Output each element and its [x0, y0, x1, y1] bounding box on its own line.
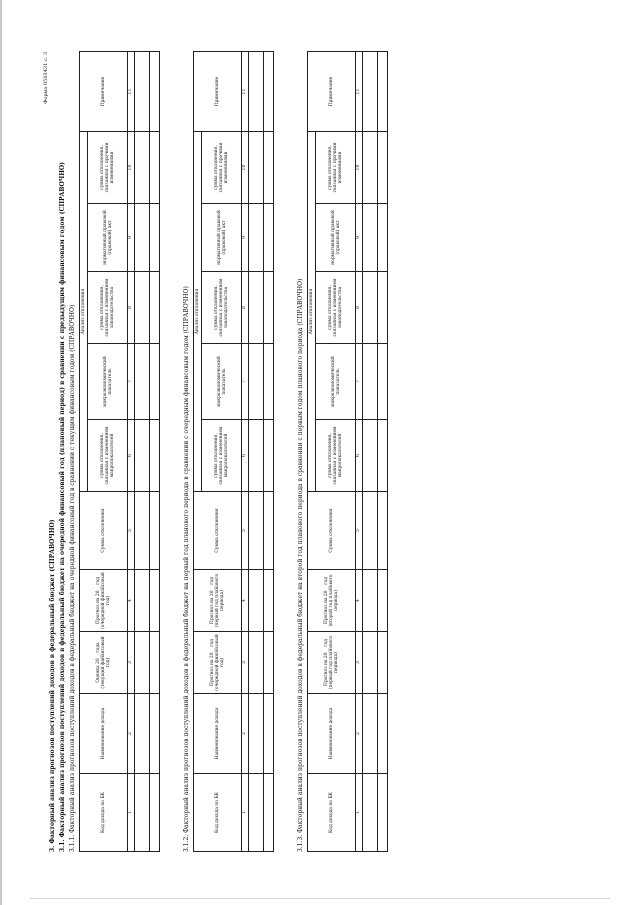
header-col7: макроэкономический показатель: [202, 344, 242, 420]
header-name: Наименование дохода: [80, 694, 128, 774]
header-col10: сумма отклонения, связанная с прочими изменениями: [202, 132, 242, 204]
header-deviation: Сумма отклонения: [194, 492, 242, 570]
header-analysis: Анализ отклонения: [308, 132, 316, 492]
header-col3: Оценка 20__ года (текущий финансовый год): [80, 632, 128, 694]
subsection-title: 3.1. Факторный анализ прогнозов поступлений доходов в федеральный бюджет на очередной финансовый год (плановый период) в сравнении с предыдущим финансовым годом (СПРАВОЧНО): [59, 162, 66, 852]
table-row: [249, 52, 264, 852]
col-number: 3: [242, 632, 249, 694]
col-number: 11: [242, 52, 249, 132]
col-number: 11: [356, 52, 363, 132]
header-col8: сумма отклонения, связанная с изменением законодательства: [88, 272, 128, 344]
header-col9: нормативный правовой (правовой) акт: [316, 204, 356, 272]
header-col6: сумма отклонения, связанная с изменением макропоказателей: [316, 420, 356, 492]
form-label: Форма 0503431 с. 3: [43, 52, 49, 104]
header-code: Код дохода по БК: [308, 774, 356, 852]
col-number: 7: [356, 344, 363, 420]
header-deviation: Сумма отклонения: [80, 492, 128, 570]
section-title: 3. Факторный анализ прогнозов поступлений доходов в федеральный бюджет (СПРАВОЧНО): [49, 519, 56, 852]
header-col10: сумма отклонения, связанная с прочими изменениями: [88, 132, 128, 204]
table-row: [363, 52, 378, 852]
scan-bottom-line: [30, 898, 610, 899]
header-name: Наименование дохода: [308, 694, 356, 774]
col-number: 7: [242, 344, 249, 420]
header-col6: сумма отклонения, связанная с изменением макропоказателей: [202, 420, 242, 492]
col-number: 10: [356, 132, 363, 204]
col-number: 9: [356, 204, 363, 272]
col-number: 8: [356, 272, 363, 344]
header-col4: Прогноз на 20__ год (очередной финансовый год): [80, 570, 128, 632]
col-number: 5: [242, 492, 249, 570]
header-col9: нормативный правовой (правовой) акт: [88, 204, 128, 272]
col-number: 6: [242, 420, 249, 492]
header-col8: сумма отклонения, связанная с изменением законодательства: [202, 272, 242, 344]
table-title-313: 3.1.3. Факторный анализ прогнозов поступлений доходов в федеральный бюджет на второй год планового периода в сравнении с первым годом планового периода (СПРАВОЧНО): [297, 278, 304, 852]
header-col7: макроэкономический показатель: [88, 344, 128, 420]
rotated-content: [43, 52, 420, 852]
col-number: 1: [356, 774, 363, 852]
header-col4: Прогноз на 20__ год (второй год планового периода): [308, 570, 356, 632]
table-row-total: [378, 52, 388, 852]
col-number: 8: [128, 272, 135, 344]
table-row-total: [264, 52, 274, 852]
header-code: Код дохода по БК: [80, 774, 128, 852]
col-number: 4: [356, 570, 363, 632]
header-col9: нормативный правовой (правовой) акт: [202, 204, 242, 272]
col-number: 1: [242, 774, 249, 852]
table-row: [135, 52, 150, 852]
analysis-table-313: [307, 51, 388, 852]
col-number: 5: [356, 492, 363, 570]
col-number: 4: [242, 570, 249, 632]
header-col8: сумма отклонения, связанная с изменением законодательства: [316, 272, 356, 344]
col-number: 5: [128, 492, 135, 570]
header-note: Примечание: [194, 52, 242, 132]
header-col3: Прогноз на 20__ год (первый год планового периода): [308, 632, 356, 694]
analysis-table-311: [79, 51, 160, 852]
header-col10: сумма отклонения, связанная с прочими изменениями: [316, 132, 356, 204]
col-number: 4: [128, 570, 135, 632]
header-name: Наименование дохода: [194, 694, 242, 774]
header-code: Код дохода по БК: [194, 774, 242, 852]
header-note: Примечание: [308, 52, 356, 132]
col-number: 2: [356, 694, 363, 774]
scan-edge: [0, 0, 2, 905]
col-number: 3: [356, 632, 363, 694]
col-number: 6: [356, 420, 363, 492]
analysis-table-312: [193, 51, 274, 852]
col-number: 10: [128, 132, 135, 204]
col-number: 1: [128, 774, 135, 852]
col-number: 8: [242, 272, 249, 344]
header-col4: Прогноз на 20__ год (первый год планового периода): [194, 570, 242, 632]
table-title-312: 3.1.2. Факторный анализ прогнозов поступлений доходов в федеральный бюджет на первый год планового периода в сравнении с очередным финансовым годом (СПРАВОЧНО): [183, 286, 190, 852]
header-col7: макроэкономический показатель: [316, 344, 356, 420]
col-number: 6: [128, 420, 135, 492]
col-number: 2: [128, 694, 135, 774]
header-analysis: Анализ отклонения: [194, 132, 202, 492]
col-number: 3: [128, 632, 135, 694]
header-col3: Прогноз на 20__ год (очередной финансовый год): [194, 632, 242, 694]
col-number: 10: [242, 132, 249, 204]
table-title-311: 3.1.1. Факторный анализ прогнозов поступлений доходов в федеральный бюджет на очередной финансовый год в сравнении с текущим финансовым годом (СПРАВОЧНО): [69, 304, 76, 852]
col-number: 7: [128, 344, 135, 420]
col-number: 2: [242, 694, 249, 774]
col-number: 11: [128, 52, 135, 132]
col-number: 9: [242, 204, 249, 272]
table-row-total: [150, 52, 160, 852]
header-deviation: Сумма отклонения: [308, 492, 356, 570]
header-note: Примечание: [80, 52, 128, 132]
col-number: 9: [128, 204, 135, 272]
header-col6: сумма отклонения, связанная с изменением макропоказателей: [88, 420, 128, 492]
header-analysis: Анализ отклонения: [80, 132, 88, 492]
